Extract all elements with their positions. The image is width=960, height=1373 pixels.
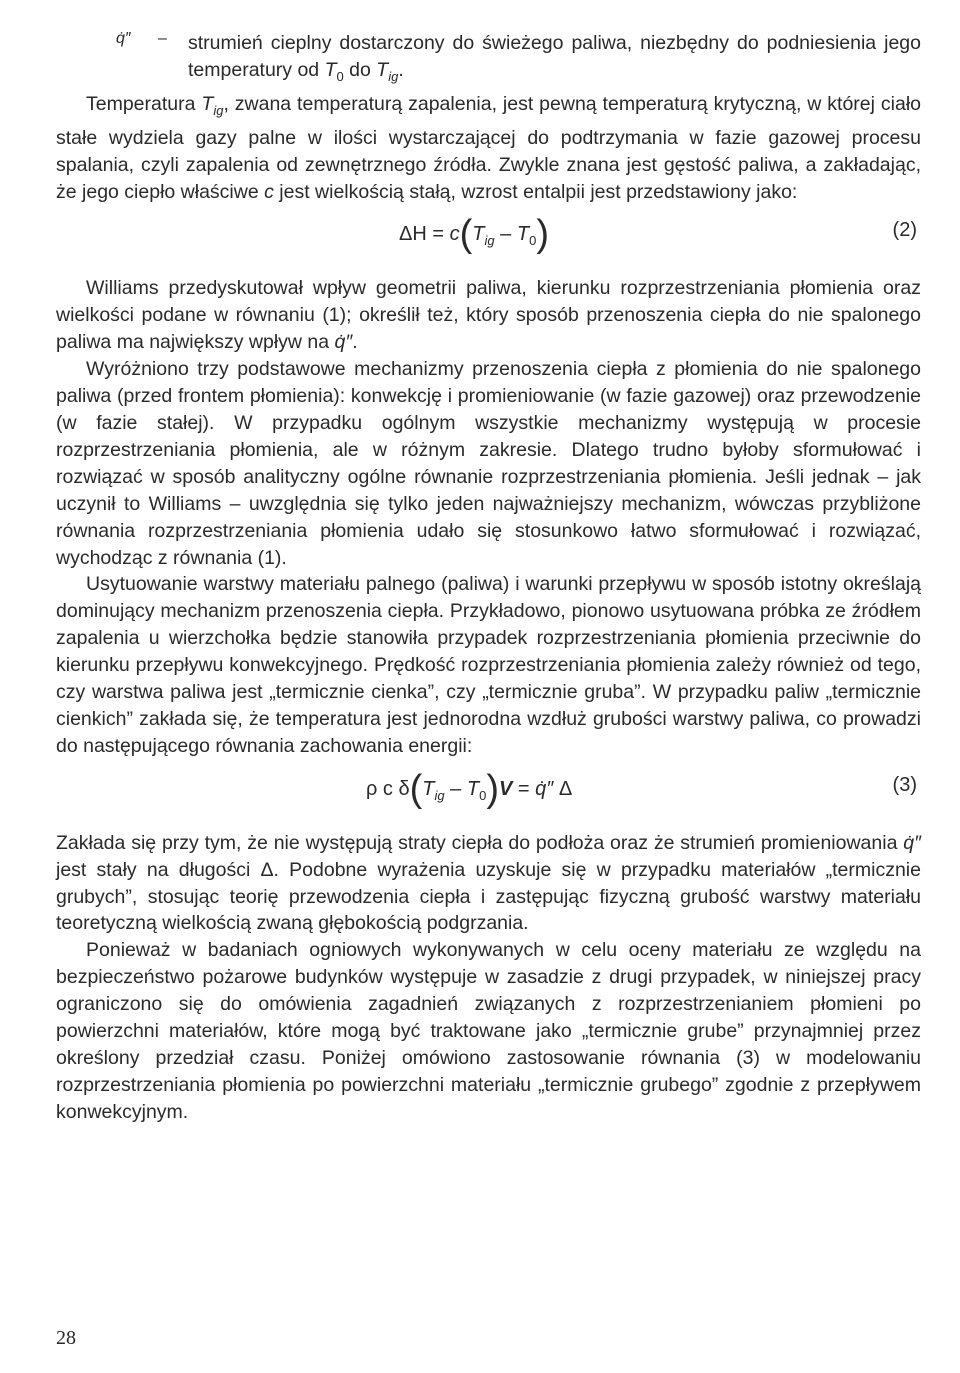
symbol-q-dot: q̇″ (903, 831, 921, 854)
eq3-T-0: T (466, 777, 480, 800)
eq3-subscript-0: 0 (479, 787, 487, 803)
p5-text-a: Zakłada się przy tym, że nie występują straty ciepła do podłoża oraz że strumień promieniowania (56, 831, 904, 854)
symbol-T: T (376, 58, 389, 81)
equation-3-formula (366, 767, 573, 810)
definition-text-a: strumień cieplny dostarczony do świeżego paliwa, niezbędny do podniesienia jego temperatury od (188, 32, 921, 81)
eq3-right-paren: ) (486, 767, 499, 810)
equation-2-formula (399, 213, 549, 256)
definition-q-dot (116, 30, 921, 91)
subscript-ig: ig (213, 102, 224, 118)
definition-text-mid: do (343, 58, 377, 81)
paragraph-williams (56, 275, 921, 356)
eq3-lhs: ρ c δ (366, 777, 410, 800)
eq3-minus: – (444, 777, 467, 800)
definition-text (188, 30, 921, 91)
equation-3-number: (3) (892, 773, 917, 796)
paragraph-ignition-temperature (56, 91, 921, 206)
symbol-T: T (324, 58, 337, 81)
equation-2-number: (2) (892, 219, 917, 242)
eq3-delta: Δ (553, 777, 573, 800)
subscript-ig: ig (388, 68, 399, 84)
eq2-lhs: ΔH (399, 223, 427, 246)
eq2-equals: = (426, 223, 450, 246)
eq3-left-paren: ( (409, 767, 423, 810)
p2-text-a: Williams przedyskutował wpływ geometrii paliwa, kierunku rozprzestrzeniania płomienia oraz wielkości podane w równaniu (1); określił też, który sposób przenoszenia ciepła do nie spalonego paliwa ma największy wpływ na (56, 277, 921, 354)
symbol-c: c (264, 180, 274, 203)
eq3-q-dot: q̇″ (535, 777, 554, 800)
symbol-q-dot: q̇″ (334, 331, 353, 354)
page-body (56, 30, 921, 1126)
eq2-T-ig: T (472, 223, 485, 246)
paragraph-mechanisms: Wyróżniono trzy podstawowe mechanizmy przenoszenia ciepła z płomienia do nie spalonego paliwa (przed frontem płomienia): konwekcję i promieniowanie (w fazie gazowej) oraz przewodzenie (w fazie stałej). W przypadku ogólnym wszystkie mechanizmy występują w procesie rozprzestrzeniania płomienia, ale w różnym zakresie. Dlatego trudno byłoby sformułować i rozwiązać w sposób analityczny ogólne równanie rozprzestrzeniania płomienia. Jeśli jednak – jak uczynił to Williams – uwzględnia się tylko jeden najważniejszy mechanizm, wówczas przybliżone równania rozprzestrzeniania płomienia udało się stosunkowo łatwo sformułować i rozwiązać, wychodząc z równania (1). (56, 358, 921, 569)
eq2-subscript-ig: ig (484, 233, 495, 249)
p1-text-d: jest wielkością stałą, wzrost entalpii jest przedstawiony jako: (273, 180, 798, 203)
paragraph-fire-tests: Ponieważ w badaniach ogniowych wykonywanych w celu oceny materiału ze względu na bezpieczeństwo pożarowe budynków występuje w zasadzie z drugi przypadek, w niniejszej pracy ograniczono się do omówienia zagadnień związanych z rozprzestrzenianiem płomieni po powierzchni materiałów, które mogą być traktowane jako „termicznie grube” przynajmniej przez określony przedział czasu. Poniżej omówiono zastosowanie równania (3) w modelowaniu rozprzestrzeniania płomienia po powierzchni materiału „termicznie grubego” zgodnie z przepływem konwekcyjnym. (56, 939, 921, 1123)
eq2-right-paren: ) (536, 213, 549, 256)
paragraph-orientation: Usytuowanie warstwy materiału palnego (paliwa) i warunki przepływu w sposób istotny określają dominujący mechanizm przenoszenia ciepła. Przykładowo, pionowo usytuowana próbka ze źródłem zapalenia u wierzchołka będzie stanowiła przypadek rozprzestrzeniania płomienia przeciwnie do kierunku przepływu konwekcyjnego. Prędkość rozprzestrzeniania płomienia zależy również od tego, czy warstwa paliwa jest „termicznie cienka”, czy „termicznie gruba”. W przypadku paliw „termicznie cienkich” zakłada się, że temperatura jest jednorodna wzdłuż grubości warstwy paliwa, co prowadzi do następującego równania zachowania energii: (56, 573, 921, 757)
eq3-subscript-ig: ig (434, 787, 445, 803)
eq2-minus: – (494, 223, 517, 246)
p1-text-a: Temperatura (86, 92, 202, 115)
q-dot-symbol: q̇″ (116, 30, 131, 47)
paragraph-assumptions (56, 830, 921, 938)
p5-text-b: jest stały na długości Δ. Podobne wyrażenia uzyskuje się w przypadku materiałów „termicznie grubych”, stosując teorię przewodzenia ciepła i zastępując fizyczną grubość warstwy materiału teoretyczną wielkością zwaną głębokością podgrzania. (56, 858, 921, 935)
eq2-left-paren: ( (459, 213, 473, 256)
definition-end: . (398, 58, 404, 81)
p2-text-b: . (352, 331, 358, 354)
eq2-c: c (449, 223, 460, 246)
p1-text-b: , zwana temperaturą zapalenia, jest pewną temperaturą krytyczną, w której ciało stałe wydziela gazy palne w ilości wystarczającej do podtrzymania w fazie gazowej procesu spalania, czyli zapalenia od zewnętrznego źródła. Zwykle znana jest gęstość paliwa, a zakładając, że jego ciepło właściwe (56, 92, 921, 203)
eq2-T-0: T (516, 223, 530, 246)
eq2-subscript-0: 0 (529, 233, 537, 249)
subscript-0: 0 (336, 68, 344, 84)
definition-dash: – (158, 30, 167, 47)
eq3-V: V (498, 777, 513, 800)
eq3-equals: = (512, 777, 536, 800)
page-number: 28 (56, 1327, 76, 1349)
equation-3 (56, 760, 921, 830)
equation-2 (56, 205, 921, 275)
symbol-T: T (201, 92, 214, 115)
eq3-T-ig: T (422, 777, 435, 800)
